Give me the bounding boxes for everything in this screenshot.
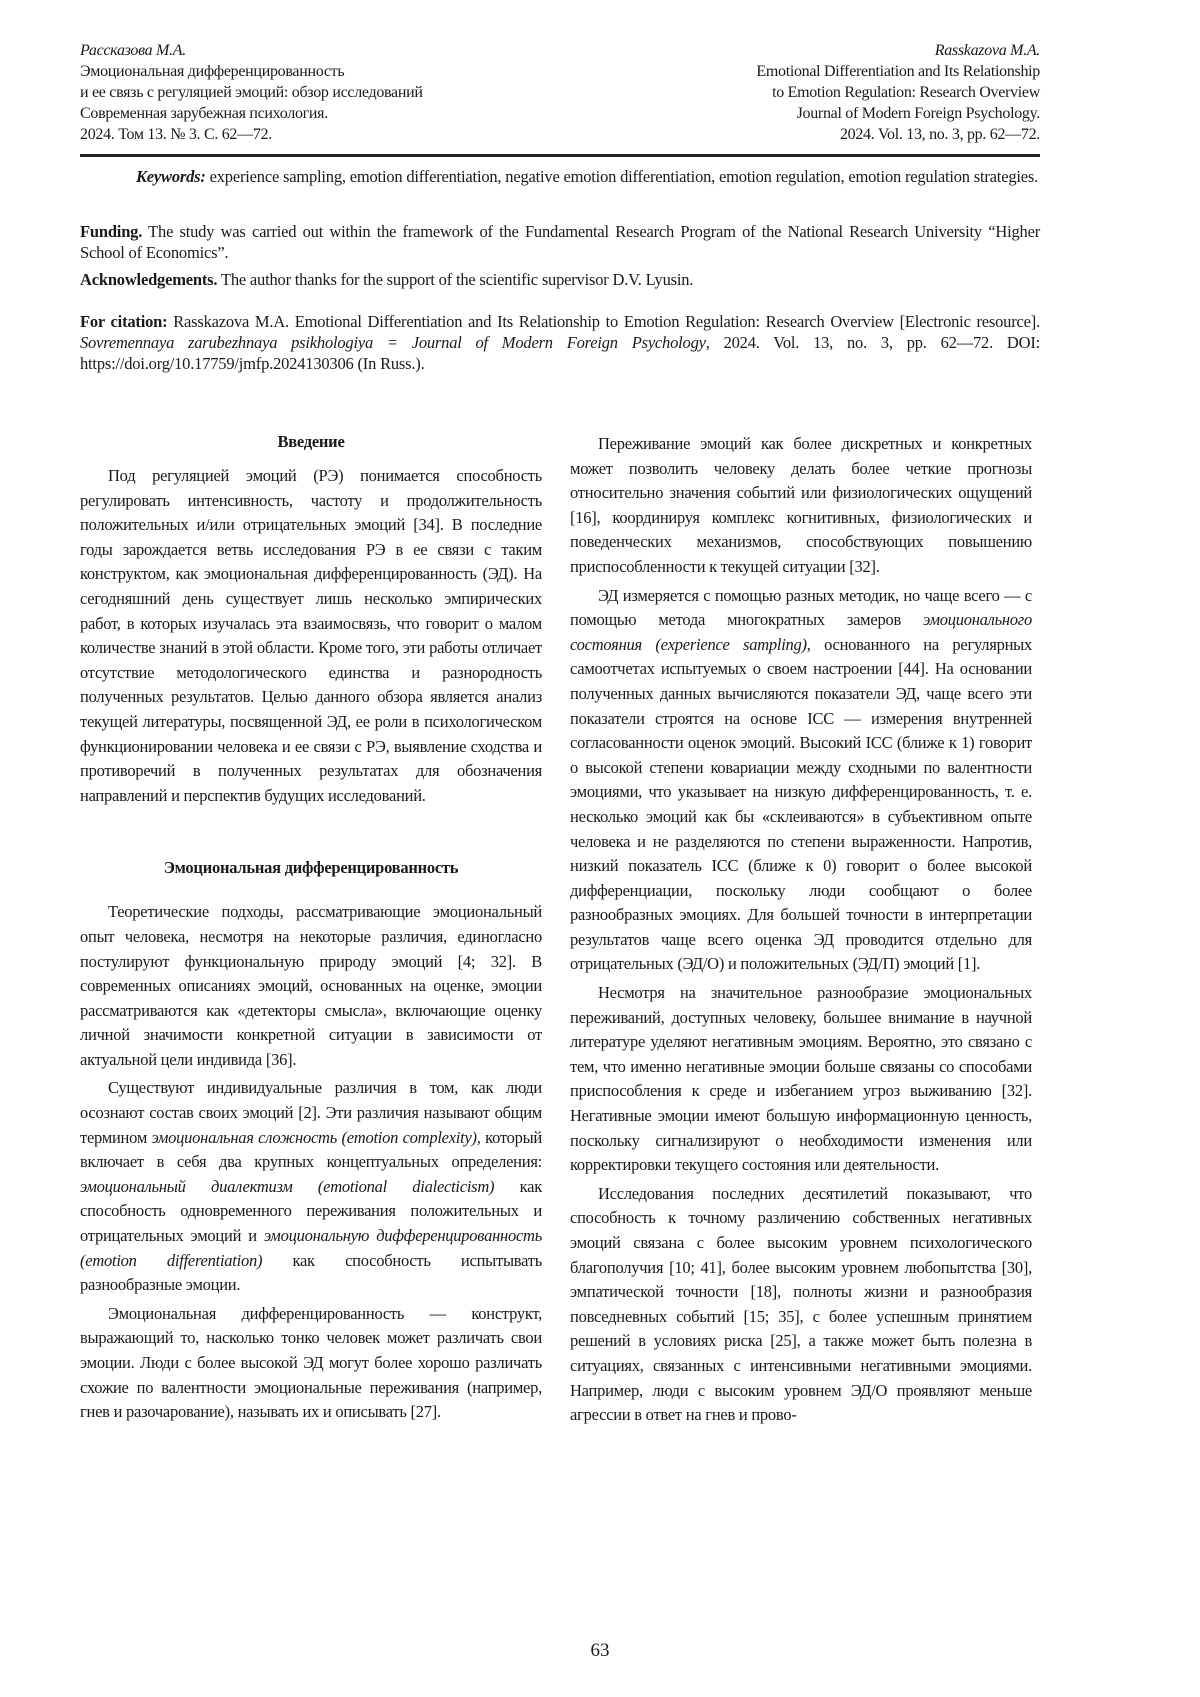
keywords bbox=[80, 166, 1040, 187]
term: эмоционального состояния (experience sampling) bbox=[570, 610, 1032, 654]
paragraph bbox=[80, 1076, 542, 1297]
text: , основанного на регулярных самоотчетах испытуемых о своем настроении [44]. На основании полученных данных вычисляются показатели ЭД, чаще всего эти показатели строятся на основе ICC — измерения внутренней согласованности оценок эмоций. Высокий ICC (ближе к 1) говорит о высокой степени ковариации между сходными по валентности эмоциями, что указывает на низкую дифференцированность, т. е. несколько эмоций как бы «склеиваются» в субъективном опыте человека и не разделяются по степени выраженности. Напротив, низкий показатель ICC (ближе к 0) говорит о более высокой дифференциации, поскольку люди сообщают о более разнообразных эмоциях. Для большей точности в интерпретации результатов чаще всего оценка ЭД проводится отдельно для отрицательных (ЭД/О) и положительных (ЭД/П) эмоций [1]. bbox=[570, 635, 1032, 974]
text: ЭД измеряется с помощью разных методик, но чаще всего — с помощью метода многократных замеров bbox=[570, 586, 1032, 630]
citation-label: For citation: bbox=[80, 312, 167, 331]
header-journal-en: Journal of Modern Foreign Psychology. bbox=[756, 103, 1040, 124]
paragraph: Под регуляцией эмоций (РЭ) понимается способность регулировать интенсивность, частоту и продолжительность положительных и/или отрицательных эмоций [34]. В последние годы зарождается ветвь исследования РЭ в ее связи с таким конструктом, как эмоциональная дифференцированность (ЭД). На сегодняшний день существует лишь несколько эмпирических работ, в которых изучалась эта взаимосвязь, что говорит о малом количестве знаний в этой области. Кроме того, эти работы отличает отсутствие методологического единства и разнородность полученных результатов. Целью данного обзора является анализ текущей литературы, посвященной ЭД, ее роли в психологическом функционировании человека и ее связи с РЭ, выявление сходства и противоречий в полученных результатах для обозначения направлений и перспектив будущих исследований. bbox=[80, 464, 542, 808]
text: как способность испытывать разнообразные эмоции. bbox=[80, 1251, 542, 1295]
right-column bbox=[570, 432, 1032, 1428]
paragraph: Несмотря на значительное разнообразие эмоциональных переживаний, доступных человеку, большее внимание в научной литературе уделяют негативным эмоциям. Вероятно, это связано с тем, что именно негативные эмоции больше связаны со способами приспособления к среде и избеганием угроз выживанию [32]. Негативные эмоции имеют большую информационную ценность, поскольку сигнализируют о необходимости изменения или корректировки текущего состояния или деятельности. bbox=[570, 981, 1032, 1178]
header-right bbox=[756, 40, 1040, 145]
header-author-ru: Рассказова М.А. bbox=[80, 40, 423, 61]
citation-text-2: , 2024. Vol. 13, no. 3, pp. 62—72. DOI: https://doi.org/10.17759/jmfp.2024130306 (In Russ.). bbox=[80, 333, 1040, 373]
text: Существуют индивидуальные различия в том, как люди осознают состав своих эмоций [2]. Эти различия называют общим термином bbox=[80, 1078, 542, 1146]
citation-text: Rasskazova M.A. Emotional Differentiation and Its Relationship to Emotion Regulation: Research Overview [Electronic resource]. bbox=[167, 312, 1040, 331]
text: , который включает в себя два крупных концептуальных определения: bbox=[80, 1128, 542, 1172]
funding-text: The study was carried out within the framework of the Fundamental Research Program of the National Research University “Higher School of Economics”. bbox=[80, 222, 1040, 262]
funding bbox=[80, 221, 1040, 263]
header-issue-ru: 2024. Том 13. № 3. С. 62—72. bbox=[80, 124, 423, 145]
section-heading-introduction: Введение bbox=[80, 430, 542, 454]
term: эмоциональная сложность (emotion complexity) bbox=[152, 1128, 477, 1147]
paragraph: Исследования последних десятилетий показывают, что способность к точному различению собственных негативных эмоций связана с более высоким уровнем психологического благополучия [10; 41], более высоким уровнем любопытства [30], эмпатической точности [18], полноты жизни и разнообразия повседневных событий [15; 35], с более успешным принятием решений в условиях риска [25], а также может быть полезна в ситуациях, связанных с интенсивными негативными эмоциями. Например, люди с высоким уровнем ЭД/О проявляют меньше агрессии в ответ на гнев и прово- bbox=[570, 1182, 1032, 1428]
header-left bbox=[80, 40, 423, 145]
citation-journal: Sovremennaya zarubezhnaya psikhologiya = Journal of Modern Foreign Psychology bbox=[80, 333, 706, 352]
ack-label: Acknowledgements. bbox=[80, 270, 217, 289]
page-number: 63 bbox=[0, 1640, 1200, 1662]
ack-text: The author thanks for the support of the scientific supervisor D.V. Lyusin. bbox=[217, 270, 693, 289]
header-title-en-1: Emotional Differentiation and Its Relationship bbox=[756, 61, 1040, 82]
paragraph: Теоретические подходы, рассматривающие эмоциональный опыт человека, несмотря на некоторые различия, единогласно постулируют функциональную природу эмоций [4; 32]. В современных описаниях эмоций, основанных на оценке, эмоции рассматриваются как «детекторы смысла», включающие оценку личной значимости конкретной ситуации в зависимости от актуальной цели индивида [36]. bbox=[80, 900, 542, 1072]
text: как способность одновременного переживания положительных и отрицательных эмоций и bbox=[80, 1177, 542, 1245]
header-issue-en: 2024. Vol. 13, no. 3, pp. 62—72. bbox=[756, 124, 1040, 145]
acknowledgements bbox=[80, 269, 1040, 290]
citation bbox=[80, 311, 1040, 374]
keywords-text: experience sampling, emotion differentiation, negative emotion differentiation, emotion regulation, emotion regulation strategies. bbox=[206, 167, 1038, 186]
paragraph: Переживание эмоций как более дискретных и конкретных может позволить человеку делать более четкие прогнозы относительно значения событий или физиологических ощущений [16], координируя комплекс когнитивных, физиологических и поведенческих механизмов, способствующих повышению приспособленности к текущей ситуации [32]. bbox=[570, 432, 1032, 580]
header-divider bbox=[80, 154, 1040, 157]
section-heading-emotion-differentiation: Эмоциональная дифференцированность bbox=[80, 856, 542, 880]
header-author-en: Rasskazova M.A. bbox=[756, 40, 1040, 61]
left-column bbox=[80, 430, 542, 1425]
paragraph bbox=[570, 584, 1032, 978]
header-title-ru-2: и ее связь с регуляцией эмоций: обзор исследований bbox=[80, 82, 423, 103]
header-journal-ru: Современная зарубежная психология. bbox=[80, 103, 423, 124]
paragraph: Эмоциональная дифференцированность — конструкт, выражающий то, насколько тонко человек может различать свои эмоции. Люди с более высокой ЭД могут более хорошо различать схожие по валентности эмоциональные переживания (например, гнев и разочарование), называть их и описывать [27]. bbox=[80, 1302, 542, 1425]
header-title-ru-1: Эмоциональная дифференцированность bbox=[80, 61, 423, 82]
term: эмоциональный диалектизм (emotional dialecticism) bbox=[80, 1177, 494, 1196]
header-title-en-2: to Emotion Regulation: Research Overview bbox=[756, 82, 1040, 103]
keywords-label: Keywords: bbox=[136, 167, 206, 186]
funding-label: Funding. bbox=[80, 222, 142, 241]
term: эмоциональную дифференцированность (emotion differentiation) bbox=[80, 1226, 542, 1270]
